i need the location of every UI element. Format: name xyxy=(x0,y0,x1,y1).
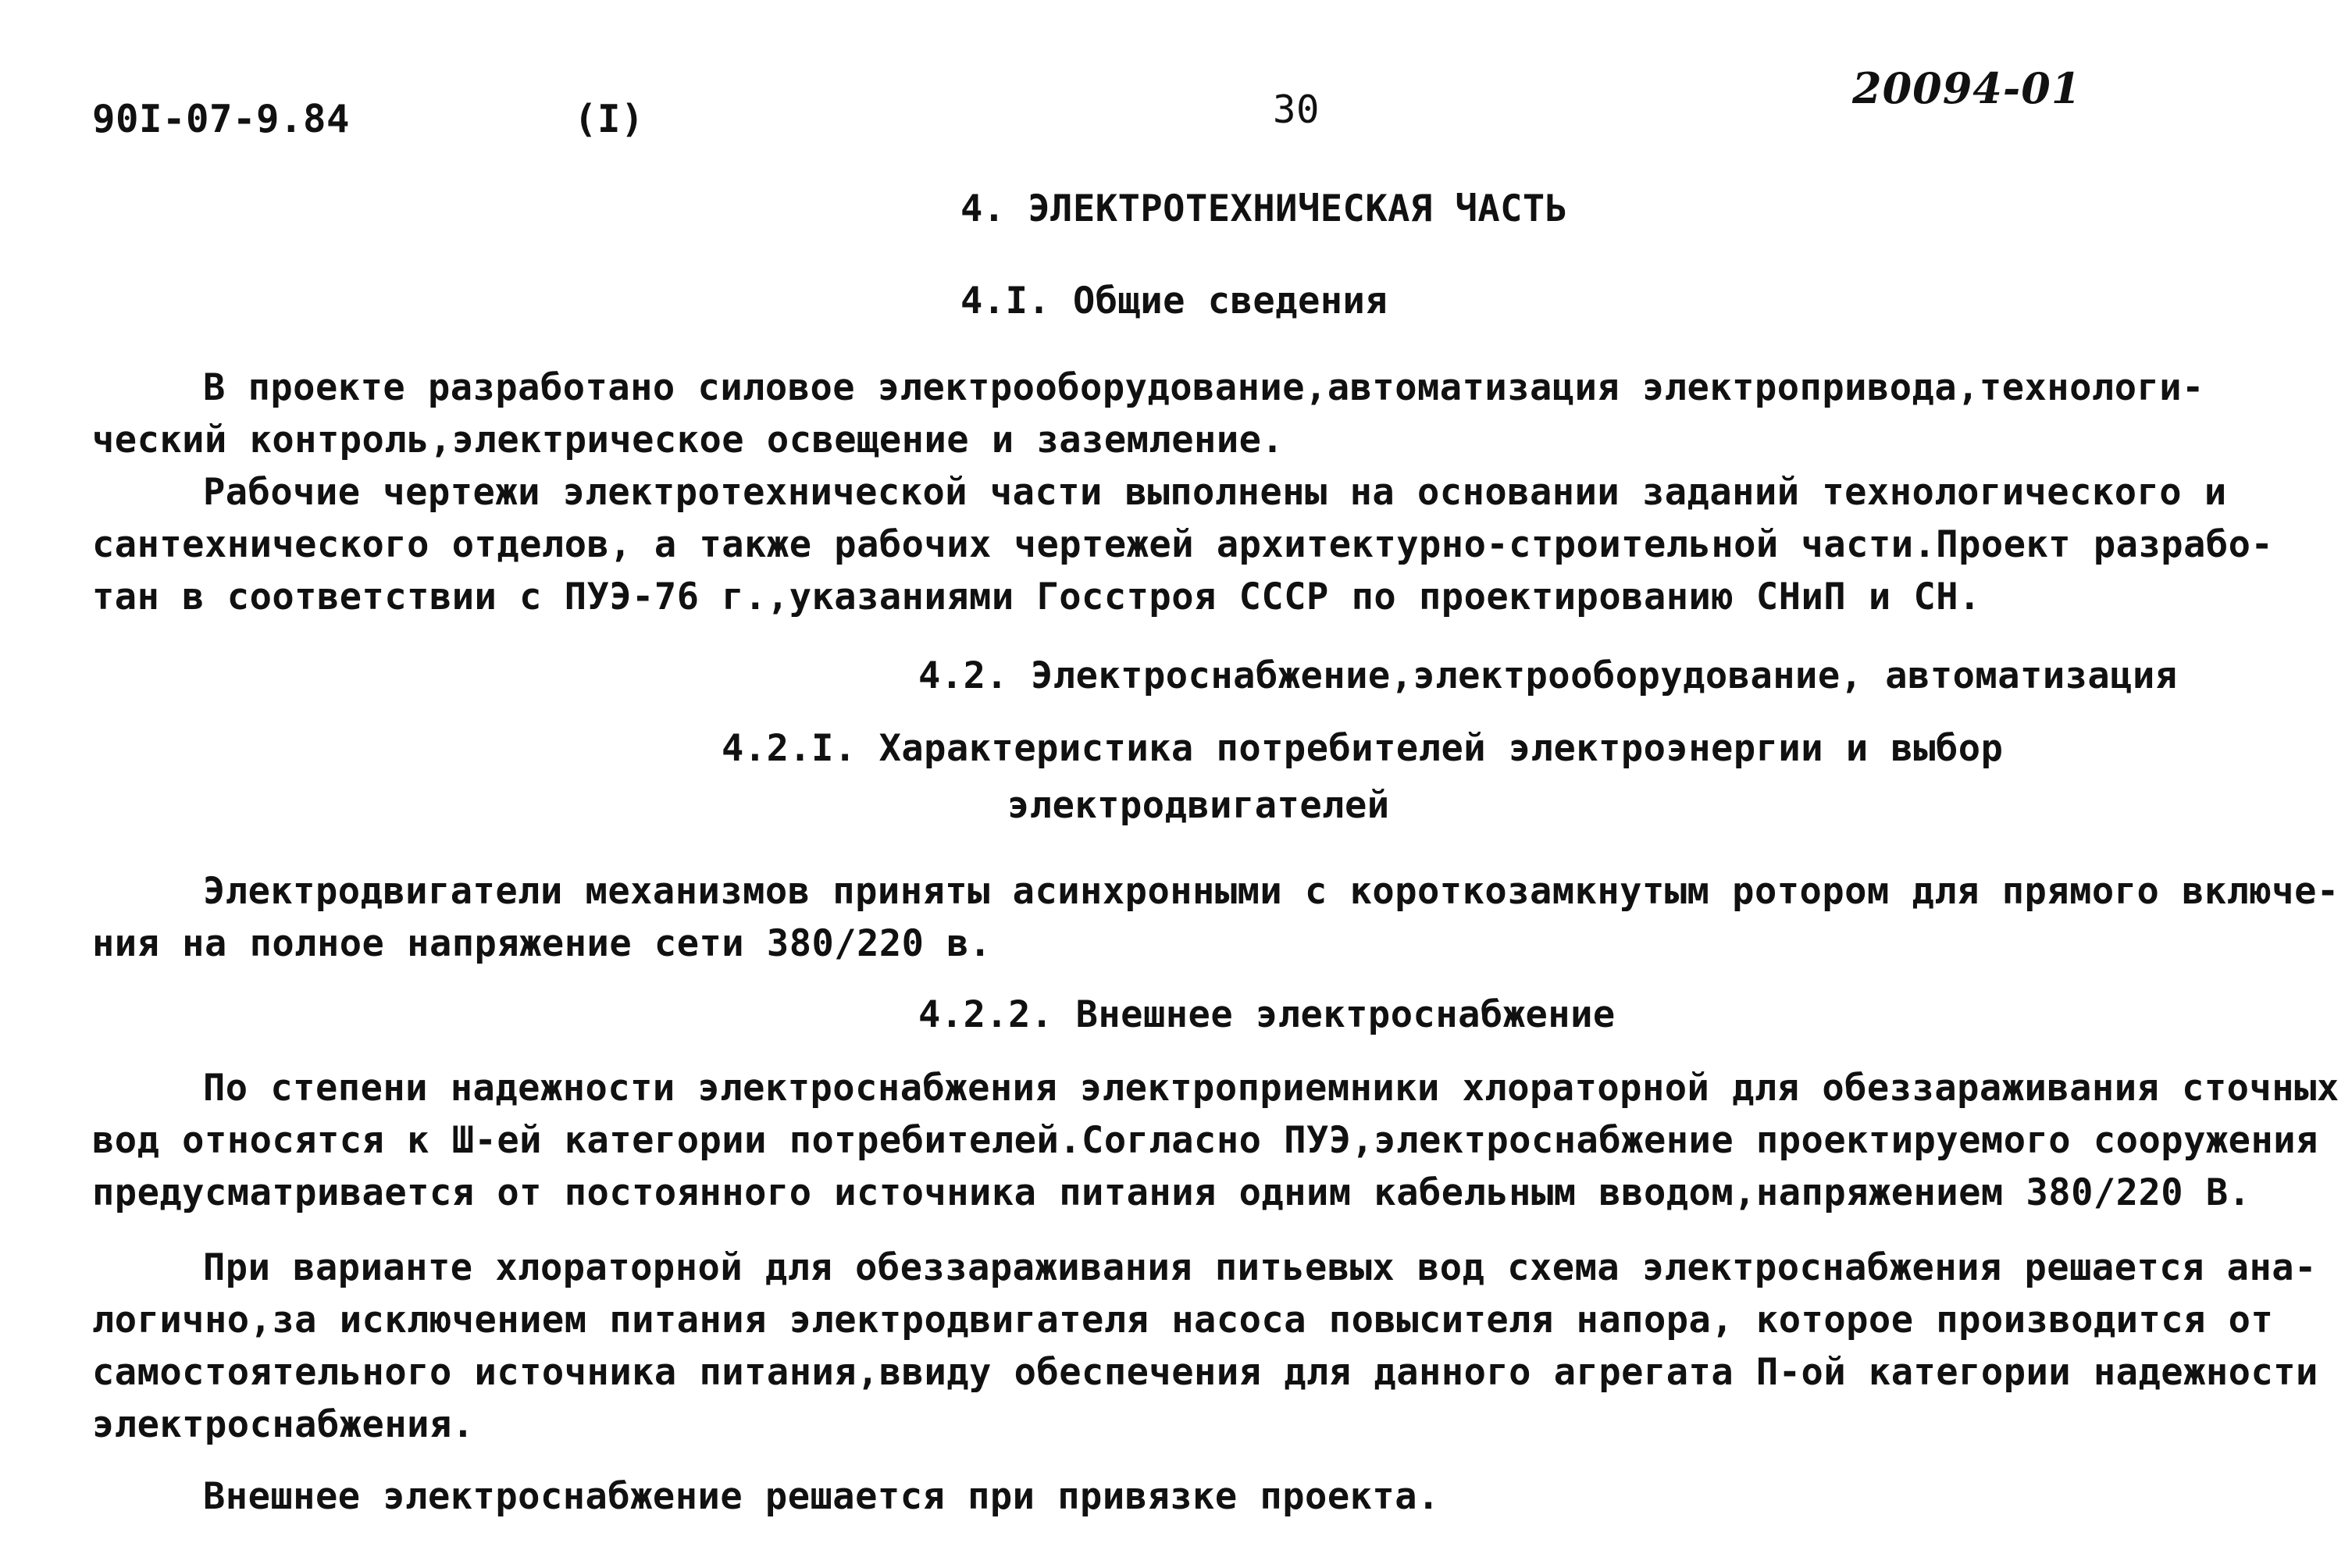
section-title: 4. ЭЛЕКТРОТЕХНИЧЕСКАЯ ЧАСТЬ xyxy=(960,187,1568,230)
text-line: предусматривается от постоянного источника питания одним кабельным вводом,напряжением 380/220 В. xyxy=(92,1171,2251,1214)
paragraph-external-supply: Внешнее электроснабжение решается при привязке проекта. xyxy=(203,1475,1440,1518)
subsection-4-2-1-title-cont: электродвигателей xyxy=(1007,784,1390,827)
text-line: Электродвигатели механизмов приняты асинхронными с короткозамкнутым ротором для прямого включе- xyxy=(203,870,2340,913)
paragraph-motors xyxy=(92,865,2340,970)
handwritten-number: 20094-01 xyxy=(1852,63,2082,113)
paragraph-general-2 xyxy=(92,466,2273,623)
document-code: 90I-07-9.84 xyxy=(92,97,351,141)
text-line: самостоятельного источника питания,ввиду обеспечения для данного агрегата П-ой категории надежности xyxy=(92,1351,2318,1394)
text-line: По степени надежности электроснабжения электроприемники хлораторной для обеззараживания сточных xyxy=(203,1067,2340,1110)
text-line: В проекте разработано силовое электрооборудование,автоматизация электропривода,технологи- xyxy=(203,366,2204,409)
page-number: 30 xyxy=(1273,87,1320,132)
text-line: Рабочие чертежи электротехнической части выполнены на основании заданий технологического и xyxy=(203,471,2227,514)
subsection-4-1-title: 4.I. Общие сведения xyxy=(960,280,1388,323)
paragraph-general-1 xyxy=(92,362,2204,466)
text-line: сантехнического отделов, а также рабочих чертежей архитектурно-строительной части.Проект разрабо- xyxy=(92,523,2274,566)
text-line: тан в соответствии с ПУЭ-76 г.,указаниями Госстроя СССР по проектированию СНиП и СН. xyxy=(92,576,1981,618)
paragraph-reliability xyxy=(92,1062,2340,1219)
part-number: (I) xyxy=(574,97,645,141)
text-line: ческий контроль,электрическое освещение и заземление. xyxy=(92,419,1285,461)
text-line: При варианте хлораторной для обеззараживания питьевых вод схема электроснабжения решается ана- xyxy=(203,1246,2317,1289)
text-line: логично,за исключением питания электродвигателя насоса повысителя напора, которое производится от xyxy=(92,1299,2274,1342)
subsection-4-2-title: 4.2. Электроснабжение,электрооборудование, автоматизация xyxy=(918,654,2178,697)
text-line: вод относятся к Ш-ей категории потребителей.Согласно ПУЭ,электроснабжение проектируемого сооружения xyxy=(92,1119,2318,1162)
text-line: ния на полное напряжение сети 380/220 в. xyxy=(92,922,992,965)
text-line: электроснабжения. xyxy=(92,1403,475,1446)
paragraph-drinking-water xyxy=(92,1242,2318,1451)
subsection-4-2-2-title: 4.2.2. Внешнее электроснабжение xyxy=(918,993,1616,1036)
subsection-4-2-1-title: 4.2.I. Характеристика потребителей электроэнергии и выбор xyxy=(722,727,2004,770)
